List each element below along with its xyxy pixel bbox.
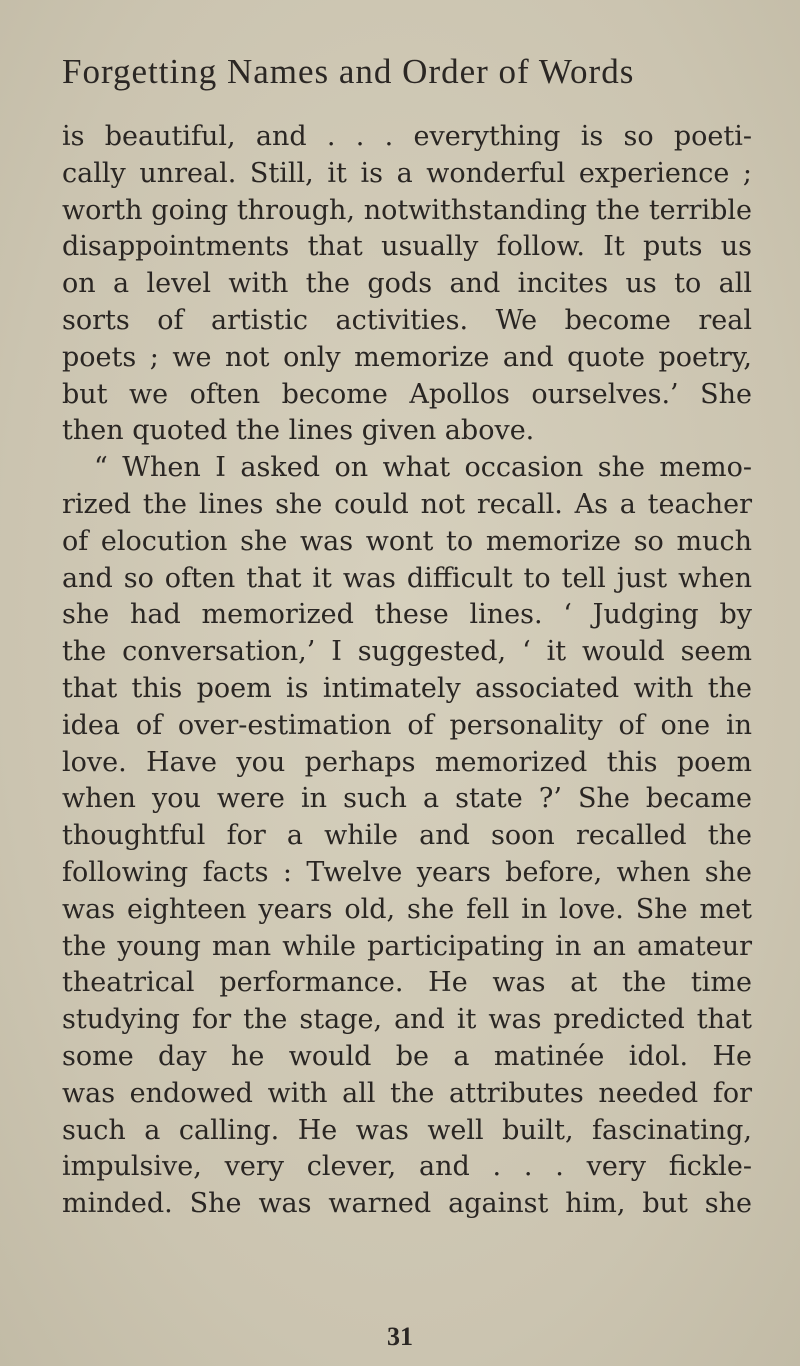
text-line: then quoted the lines given above. <box>62 415 535 447</box>
text-line: “ When I asked on what occasion she memo- <box>94 452 752 484</box>
text-line: was eighteen years old, she fell in love. She met <box>62 893 752 925</box>
text-line: disappointments that usually follow. It puts us <box>62 231 752 263</box>
text-line: of elocution she was wont to memorize so much <box>62 525 752 557</box>
text-line: she had memorized these lines. ‘ Judging by <box>62 599 752 631</box>
text-line: such a calling. He was well built, fascinating, <box>62 1114 752 1146</box>
text-line: that this poem is intimately associated with the <box>62 672 752 704</box>
text-line: rized the lines she could not recall. As a teacher <box>62 488 752 520</box>
text-line: is beautiful, and . . . everything is so poeti- <box>62 121 752 152</box>
text-line: but we often become Apollos ourselves.’ She <box>62 378 752 410</box>
text-line: minded. She was warned against him, but she <box>62 1188 752 1220</box>
text-line: cally unreal. Still, it is a wonderful experience ; <box>62 157 752 189</box>
text-line: the young man while participating in an amateur <box>62 930 752 962</box>
running-head: Forgetting Names and Order of Words <box>62 52 635 91</box>
text-line: the conversation,’ I suggested, ‘ it would seem <box>62 636 752 668</box>
text-line: was endowed with all the attributes needed for <box>62 1077 752 1109</box>
text-line: and so often that it was difficult to tell just when <box>62 562 752 594</box>
text-line: studying for the stage, and it was predicted that <box>62 1004 752 1036</box>
text-line: on a level with the gods and incites us to all <box>62 268 752 300</box>
text-line: idea of over-estimation of personality of one in <box>62 709 752 741</box>
text-line: theatrical performance. He was at the time <box>62 967 752 999</box>
text-line: love. Have you perhaps memorized this poem <box>62 746 752 778</box>
text-line: sorts of artistic activities. We become real <box>62 304 752 336</box>
text-line: poets ; we not only memorize and quote poetry, <box>62 341 752 373</box>
text-line: when you were in such a state ?’ She became <box>62 783 752 815</box>
text-line: following facts : Twelve years before, when she <box>62 856 752 888</box>
text-line: some day he would be a matinée idol. He <box>62 1040 752 1072</box>
page-number: 31 <box>387 1322 413 1351</box>
body-text <box>62 119 752 1223</box>
text-line: worth going through, notwithstanding the terrible <box>62 194 752 226</box>
text-line: thoughtful for a while and soon recalled the <box>62 820 752 852</box>
text-line: impulsive, very clever, and . . . very fickle- <box>62 1151 752 1183</box>
